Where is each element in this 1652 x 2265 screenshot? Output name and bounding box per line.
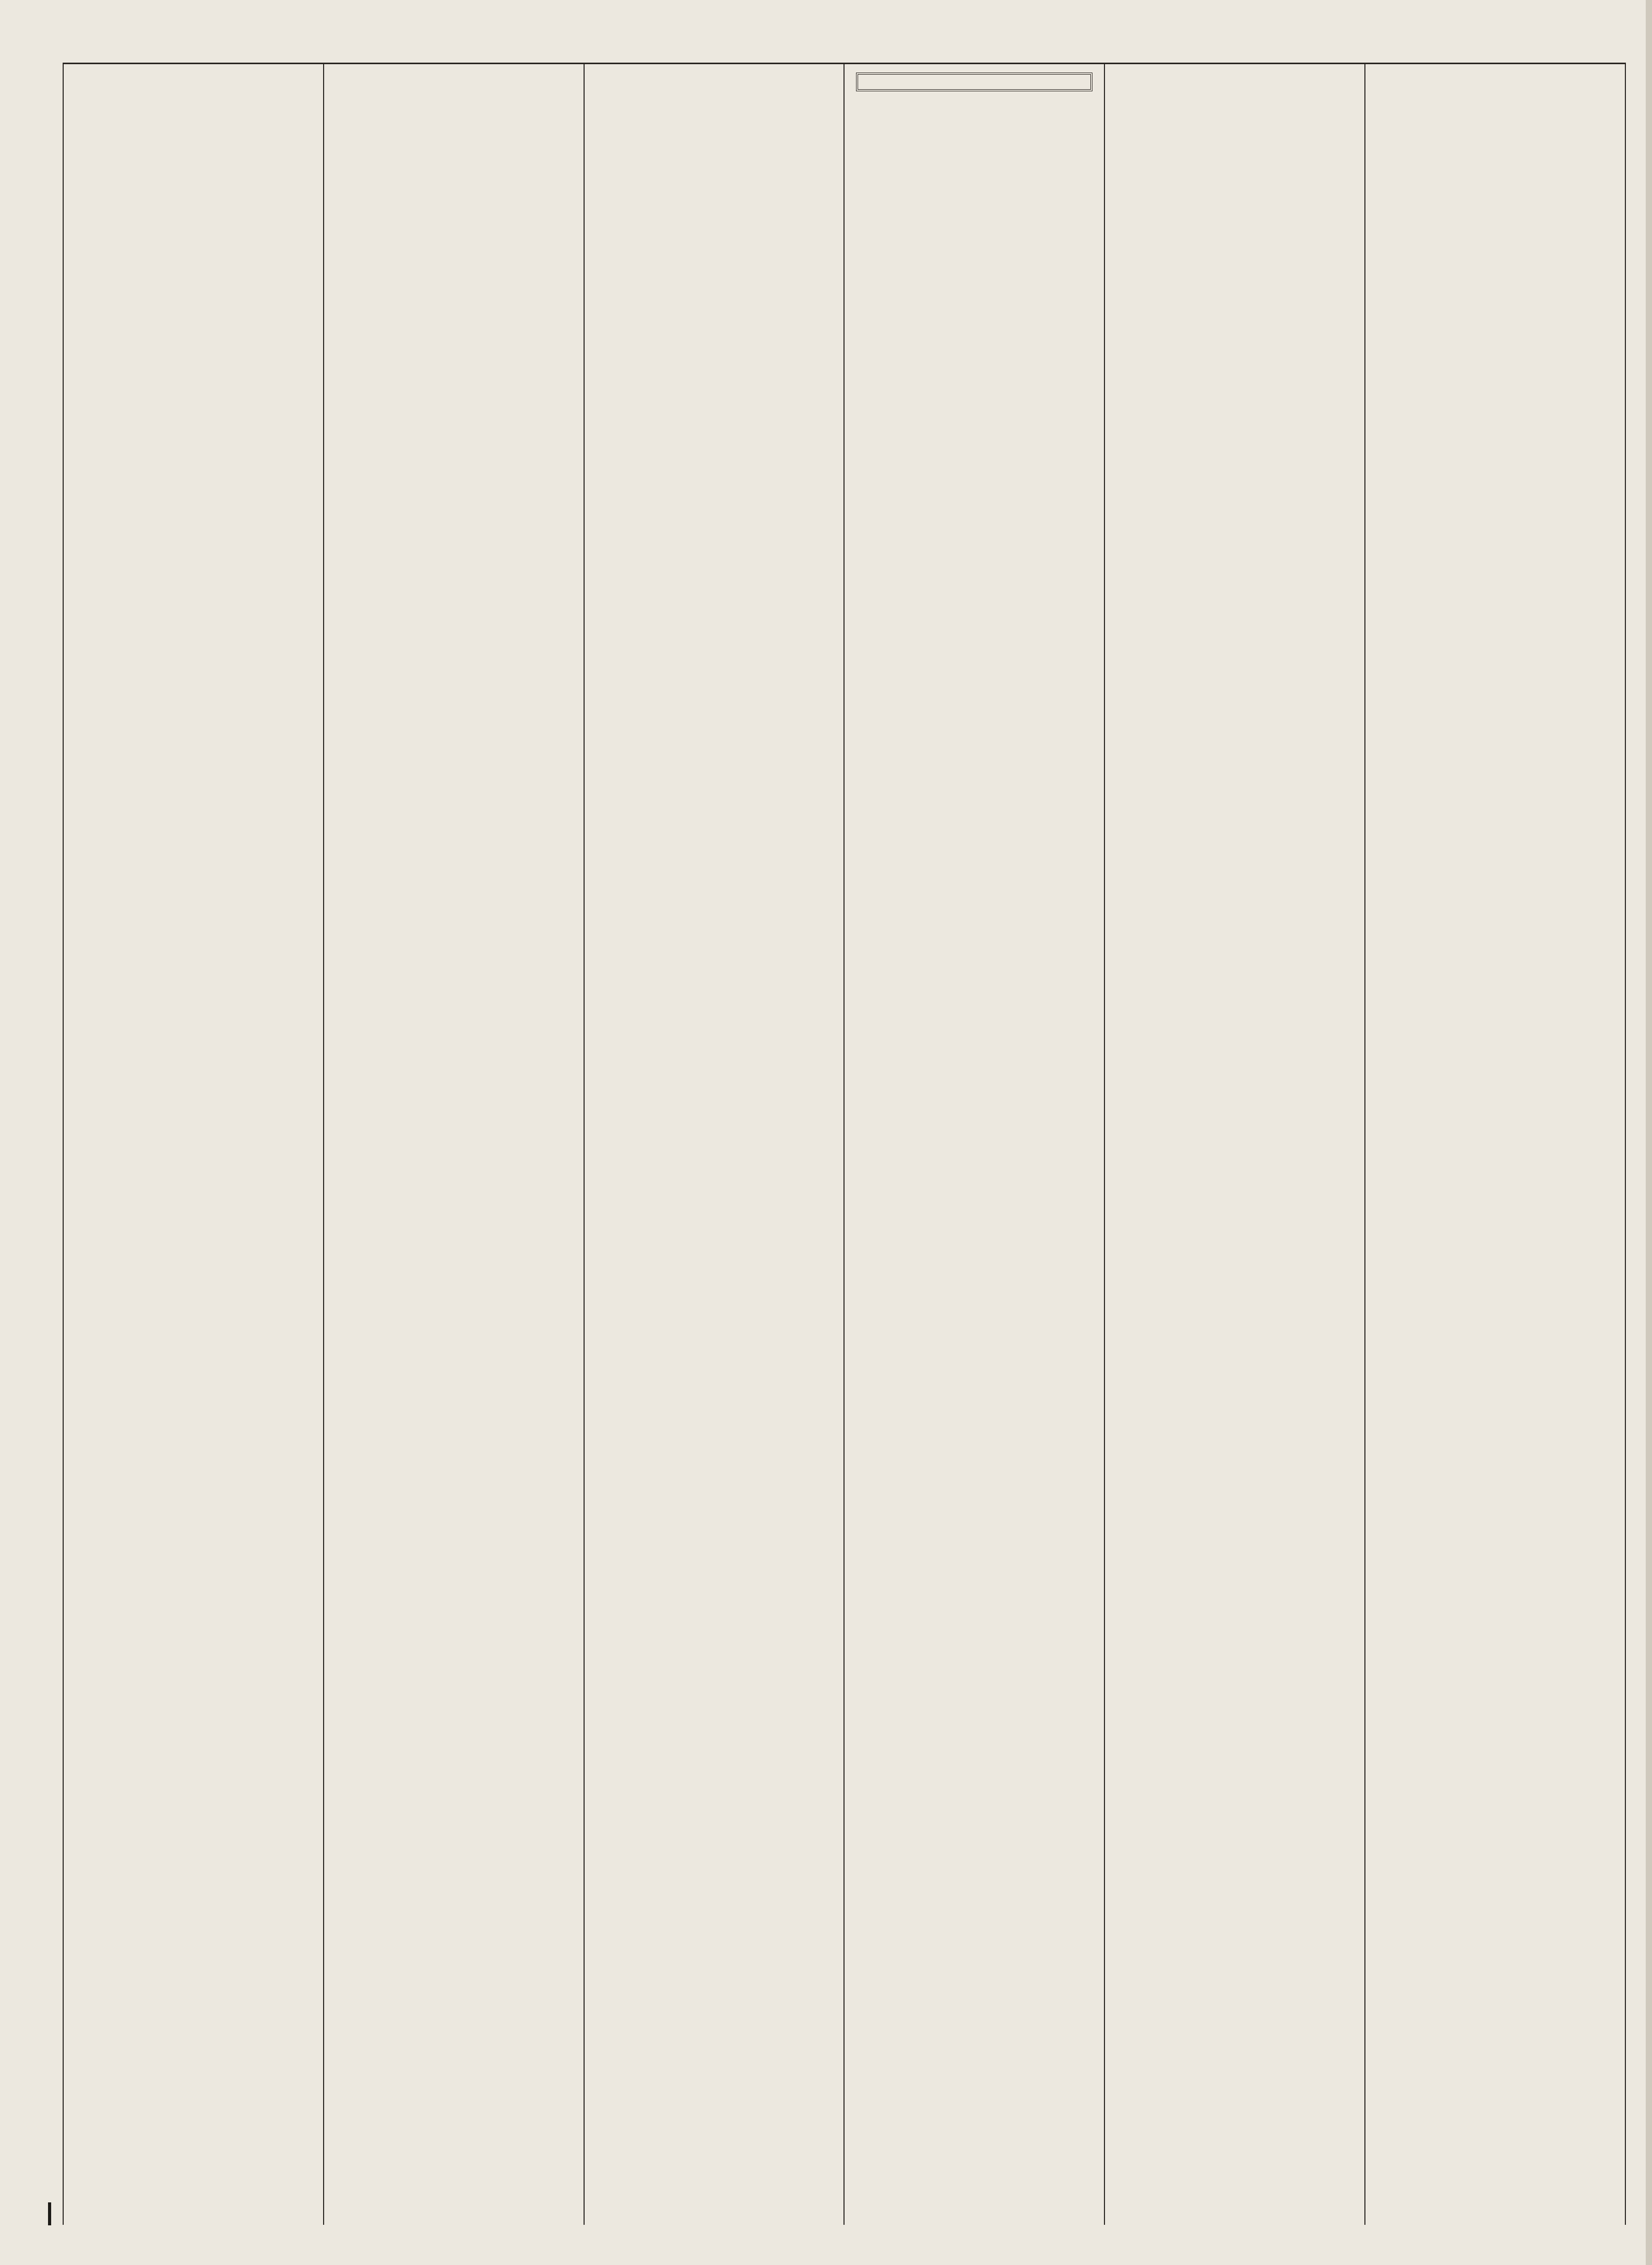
column-3 — [585, 64, 845, 2225]
column-6 — [1365, 64, 1626, 2225]
page-edge — [1646, 0, 1652, 2265]
column-5 — [1105, 64, 1365, 2225]
column-2 — [324, 64, 585, 2225]
margin-mark — [48, 2202, 51, 2225]
column-1 — [63, 64, 324, 2225]
columns — [63, 63, 1626, 2225]
section-banner — [856, 73, 1092, 91]
column-4 — [845, 64, 1105, 2225]
